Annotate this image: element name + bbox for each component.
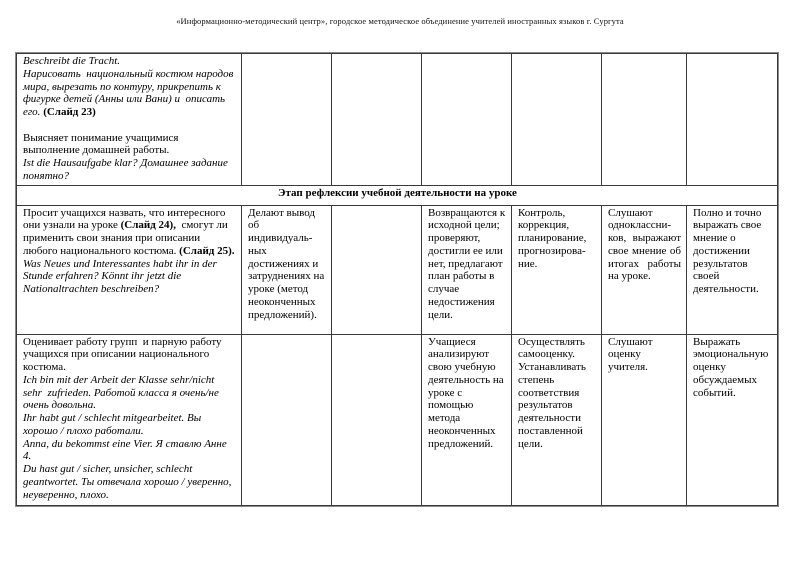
cell-r2-c6: [687, 205, 778, 334]
homework-explanation-row: [17, 54, 778, 186]
cell-r0-c5: [602, 54, 687, 186]
cell-r0-c6: [687, 54, 778, 186]
lesson-plan-table: [16, 53, 778, 506]
paragraph: Слушают одноклассни-ков, выражают свое мнение об итогах работы на уроке.: [608, 206, 684, 283]
paragraph: [23, 119, 236, 132]
cell-r0-c3: [422, 54, 512, 186]
cell-r0-c4: [512, 54, 602, 186]
cell-r0-c0: [17, 54, 242, 186]
paragraph: Осуществлять самооценку. Устанавливать степень соответствия результатов деятельности поставленной цели.: [518, 335, 589, 450]
cell-r2-c0: [17, 205, 242, 334]
cell-r0-c2: [332, 54, 422, 186]
cell-r2-c5: [602, 205, 687, 334]
paragraph: Was Neues und Interessantes habt ihr in der Stunde erfahren? Könnt ihr jetzt die Nationaltrachten beschreiben?: [23, 257, 220, 295]
cell-r3-c3: [422, 334, 512, 505]
document-header-text: «Информационно-методический центр», городское методическое объединение учителей иностранных языков г. Сургута: [176, 16, 624, 26]
paragraph: Возвращаются к исходной цели; проверяют, достигли ее или нет, предлагают план работы в случае недостижения цели.: [428, 206, 508, 321]
paragraph: Слушают оценку учителя.: [608, 335, 656, 373]
paragraph: Полно и точно выражать свое мнение о достижении результатов своей деятельности.: [693, 206, 765, 295]
cell-r3-c5: [602, 334, 687, 505]
paragraph: Ist die Hausaufgabe klar? Домашнее задание понятно?: [23, 157, 231, 182]
reflection-stage-row: [17, 185, 778, 205]
cell-r3-c6: [687, 334, 778, 505]
evaluation-row: [17, 334, 778, 505]
paragraph: Выражать эмоциональную оценку обсуждаемых событий.: [693, 335, 772, 399]
cell-r3-c1: [242, 334, 332, 505]
cell-r2-c3: [422, 205, 512, 334]
paragraph: Выясняет понимание учащимися выполнение домашней работы.: [23, 131, 182, 157]
paragraph: Оценивает работу групп и парную работу учащихся при описании национального костюма.: [23, 335, 225, 373]
paragraph: Ihr habt gut / schlecht mitgearbeitet. Вы хорошо / плохо работали.: [23, 412, 204, 437]
paragraph: Du hast gut / sicher, unsicher, schlecht geantwortet. Ты отвечала хорошо / уверенно, неуверенно, плохо.: [23, 463, 235, 501]
cell-r2-c1: [242, 205, 332, 334]
cell-r0-c1: [242, 54, 332, 186]
cell-r2-c4: [512, 205, 602, 334]
paragraph: Контроль, коррекция, планирование, прогнозирова-ние.: [518, 206, 590, 270]
paragraph: Просит учащихся назвать, что интересного они узнали на уроке (Слайд 24), смогут ли применить свои знания при описании любого национального костюма. (Слайд 25).: [23, 206, 235, 257]
paragraph: Anna, du bekommst eine Vier. Я ставлю Анне 4.: [23, 437, 233, 463]
paragraph: Делают вывод об индивидуаль-ных достижениях и затруднениях на уроке (метод неоконченных предложений).: [248, 206, 328, 321]
lesson-table-body: [17, 54, 778, 506]
reflection-questions-row: [17, 205, 778, 334]
cell-r3-c4: [512, 334, 602, 505]
cell-r2-c2: [332, 205, 422, 334]
paragraph: Ich bin mit der Arbeit der Klasse sehr/nicht sehr zufrieden. Работой класса я очень/не очень довольна.: [23, 373, 222, 412]
paragraph: Учащиеся анализируют свою учебную деятельность на уроке с помощью метода неоконченных предложений.: [428, 335, 507, 450]
paragraph: Нарисовать национальный костюм народов мира, вырезать по контуру, прикрепить к фигурке детей (Анны или Вани) и описать его. (Слайд 23): [23, 67, 237, 118]
section-header-cell: Этап рефлексии учебной деятельности на уроке: [17, 185, 778, 205]
cell-r3-c0: [17, 334, 242, 505]
paragraph: Beschreibt die Tracht.: [23, 55, 121, 67]
cell-r3-c2: [332, 334, 422, 505]
